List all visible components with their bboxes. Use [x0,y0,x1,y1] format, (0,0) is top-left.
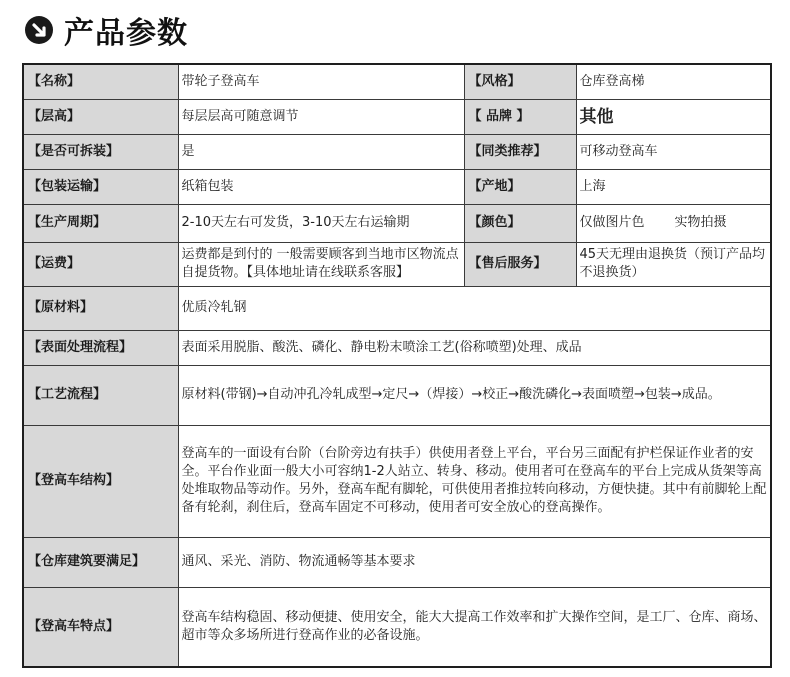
label-after-sales: 【售后服务】 [464,242,576,286]
label-shipping: 【运费】 [23,242,178,286]
value-detachable: 是 [178,134,464,169]
value-packaging: 纸箱包装 [178,169,464,204]
table-row [23,242,771,286]
table-row [23,169,771,204]
label-style: 【风格】 [464,64,576,99]
page-title: 产品参数 [64,16,188,51]
table-row [23,286,771,330]
label-recommend: 【同类推荐】 [464,134,576,169]
label-origin: 【产地】 [464,169,576,204]
value-after-sales: 45天无理由退换货（预订产品均不退换货） [576,242,771,286]
label-color: 【颜色】 [464,204,576,242]
label-floor-height: 【层高】 [23,99,178,134]
label-structure: 【登高车结构】 [23,425,178,537]
label-detachable: 【是否可拆装】 [23,134,178,169]
value-material: 优质冷轧钢 [178,286,771,330]
value-brand: 其他 [576,99,771,134]
value-recommend: 可移动登高车 [576,134,771,169]
value-production-cycle: 2-10天左右可发货，3-10天左右运输期 [178,204,464,242]
table-row [23,365,771,425]
circled-arrow-icon [24,15,54,45]
label-process-flow: 【工艺流程】 [23,365,178,425]
label-warehouse-requirements: 【仓库建筑要满足】 [23,537,178,587]
value-process-flow: 原材料(带钢)→自动冲孔冷轧成型→定尺→（焊接）→校正→酸洗磷化→表面喷塑→包装→成品。 [178,365,771,425]
table-row [23,204,771,242]
value-structure: 登高车的一面设有台阶（台阶旁边有扶手）供使用者登上平台，平台另三面配有护栏保证作业者的安全。平台作业面一般大小可容纳1-2人站立、转身、移动。使用者可在登高车的平台上完成从货架等高处堆取物品等动作。另外，登高车配有脚轮，可供使用者推拉转向移动，方便快捷。其中有前脚轮上配备有轮刹，刹住后，登高车固定不可移动，使用者可安全放心的登高操作。 [178,425,771,537]
value-origin: 上海 [576,169,771,204]
label-packaging: 【包装运输】 [23,169,178,204]
label-material: 【原材料】 [23,286,178,330]
label-name: 【名称】 [23,64,178,99]
value-color-text: 仅做图片色 [579,215,645,230]
value-features: 登高车结构稳固、移动便捷、使用安全，能大大提高工作效率和扩大操作空间，是工厂、仓库、商场、超市等众多场所进行登高作业的必备设施。 [178,587,771,667]
value-shipping: 运费都是到付的 一般需要顾客到当地市区物流点自提货物。【具体地址请在线联系客服】 [178,242,464,286]
value-color-note: 实物拍摄 [674,215,727,230]
value-style: 仓库登高梯 [576,64,771,99]
table-row [23,587,771,667]
value-name: 带轮子登高车 [178,64,464,99]
table-row [23,537,771,587]
table-row [23,99,771,134]
value-warehouse-requirements: 通风、采光、消防、物流通畅等基本要求 [178,537,771,587]
table-row [23,425,771,537]
table-row [23,64,771,99]
value-surface-treatment: 表面采用脱脂、酸洗、磷化、静电粉末喷涂工艺(俗称喷塑)处理、成品 [178,330,771,365]
section-header [24,8,188,52]
label-brand: 【 品牌 】 [464,99,576,134]
value-floor-height: 每层层高可随意调节 [178,99,464,134]
label-surface-treatment: 【表面处理流程】 [23,330,178,365]
table-row [23,330,771,365]
table-row [23,134,771,169]
value-color [576,204,771,242]
label-production-cycle: 【生产周期】 [23,204,178,242]
label-features: 【登高车特点】 [23,587,178,667]
spec-table [22,63,772,668]
